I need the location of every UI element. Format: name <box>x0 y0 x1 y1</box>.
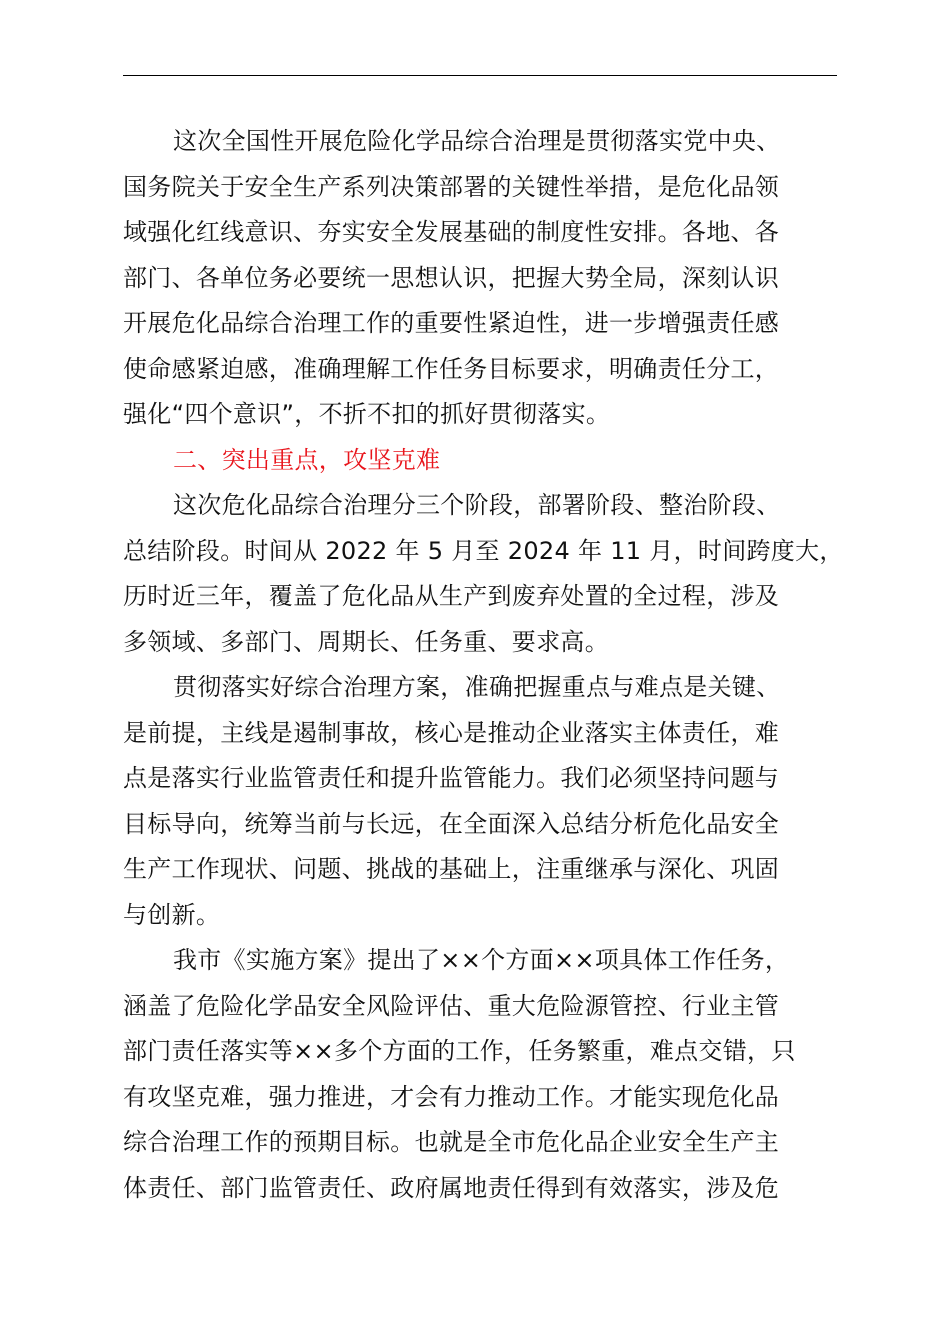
document-body <box>123 119 844 1211</box>
text-line: 多领域、多部门、周期长、任务重、要求高。 <box>123 627 609 656</box>
text-line: 与创新。 <box>123 900 221 929</box>
header-rule <box>123 75 837 76</box>
text-line: 使命感紧迫感，准确理解工作任务目标要求，明确责任分工， <box>123 354 780 383</box>
text-line: 点是落实行业监管责任和提升监管能力。我们必须坚持问题与 <box>123 764 780 792</box>
text-line: 部门责任落实等××多个方面的工作，任务繁重，难点交错，只 <box>123 1037 796 1065</box>
text-line: 目标导向，统筹当前与长远，在全面深入总结分析危化品安全 <box>123 809 780 838</box>
text-line: 生产工作现状、问题、挑战的基础上，注重继承与深化、巩固 <box>123 855 780 883</box>
text-line: 国务院关于安全生产系列决策部署的关键性举措，是危化品领 <box>123 172 780 201</box>
text-line: 域强化红线意识、夯实安全发展基础的制度性安排。各地、各 <box>123 218 780 246</box>
text-line: 历时近三年，覆盖了危化品从生产到废弃处置的全过程，涉及 <box>123 582 780 610</box>
paragraph-2 <box>123 483 844 665</box>
text-line: 部门、各单位务必要统一思想认识，把握大势全局，深刻认识 <box>123 263 780 292</box>
text-line: 是前提，主线是遏制事故，核心是推动企业落实主体责任，难 <box>123 718 780 747</box>
text-line: 有攻坚克难，强力推进，才会有力推动工作。才能实现危化品 <box>123 1082 780 1111</box>
text-line: 开展危化品综合治理工作的重要性紧迫性，进一步增强责任感 <box>123 309 780 337</box>
text-line: 总结阶段。时间从 2022 年 5 月至 2024 年 11 月，时间跨度大， <box>123 536 844 565</box>
text-line: 贯彻落实好综合治理方案，准确把握重点与难点是关键、 <box>173 673 781 701</box>
text-line: 这次全国性开展危险化学品综合治理是贯彻落实党中央、 <box>173 127 781 155</box>
text-line: 这次危化品综合治理分三个阶段，部署阶段、整治阶段、 <box>173 491 781 519</box>
paragraph-3 <box>123 665 837 938</box>
text-line: 综合治理工作的预期目标。也就是全市危化品企业安全生产主 <box>123 1128 780 1156</box>
text-line: 强化“四个意识”，不折不扣的抓好贯彻落实。 <box>123 400 611 428</box>
text-line: 我市《实施方案》提出了××个方面××项具体工作任务， <box>173 946 790 974</box>
paragraph-4 <box>123 938 837 1211</box>
paragraph-1 <box>123 119 837 438</box>
text-line: 涵盖了危险化学品安全风险评估、重大危险源管控、行业主管 <box>123 991 780 1020</box>
text-line: 体责任、部门监管责任、政府属地责任得到有效落实，涉及危 <box>123 1173 780 1202</box>
section-heading: 二、突出重点，攻坚克难 <box>173 445 441 474</box>
